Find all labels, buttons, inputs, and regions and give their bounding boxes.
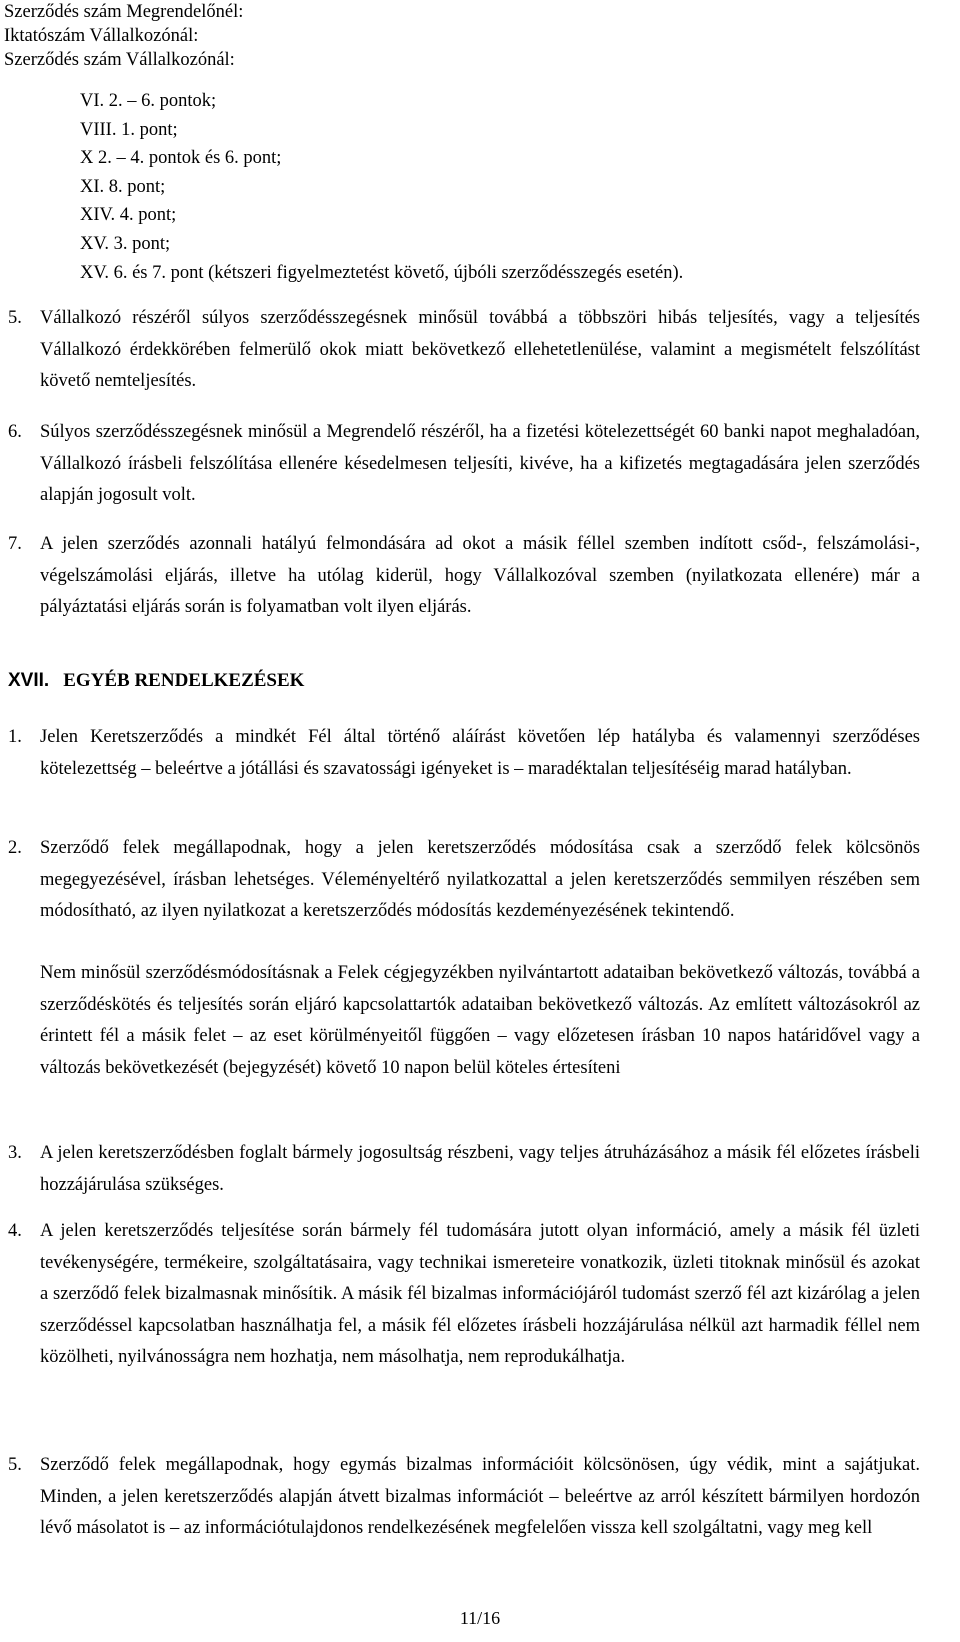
document-header (4, 0, 243, 72)
page-number: 11/16 (459, 1608, 501, 1628)
paragraph-number: 7. (8, 534, 22, 554)
section-title: EGYÉB RENDELKEZÉSEK (63, 670, 305, 691)
paragraph-number: 2. (8, 838, 22, 858)
registration-number-contractor: Iktatószám Vállalkozónál: (4, 26, 199, 46)
points-list (80, 87, 683, 287)
list-item: XIV. 4. pont; (80, 205, 177, 226)
paragraph-text: Súlyos szerződésszegésnek minősül a Megrendelő részéről, ha a fizetési kötelezettségét 60 banki napot meghaladóan, Vállalkozó írásbeli felszólítása ellenére késedelmesen teljesíti, kivéve, ha a kifizetés megtagadására jelen szerződés alapján jogosult volt. (40, 422, 920, 505)
paragraph-2-amendment (8, 833, 920, 928)
paragraph-7-termination (8, 529, 920, 624)
list-item: XI. 8. pont; (80, 176, 166, 197)
paragraph-4-confidentiality (8, 1216, 920, 1374)
contract-number-contractor: Szerződés szám Vállalkozónál: (4, 50, 235, 70)
paragraph-2-continuation (40, 958, 920, 1084)
list-item: VI. 2. – 6. pontok; (80, 91, 217, 111)
paragraph-text: A jelen szerződés azonnali hatályú felmondására ad okot a másik féllel szemben indított csőd-, felszámolási-, végelszámolási eljárás, illetve ha utólag kiderül, hogy Vállalkozóval szemben (nyilatkozata ellenére) már a pályáztatási eljárás során is folyamatban volt ilyen eljárás. (40, 534, 920, 617)
contract-number-client: Szerződés szám Megrendelőnél: (4, 2, 244, 22)
paragraph-text: Szerződő felek megállapodnak, hogy egymás bizalmas információit kölcsönösen, úgy védik, mint a sajátjukat. Minden, a jelen keretszerződés alapján átvett bizalmas információt – beleértve az arról készített bármilyen hordozón lévő másolatot is – az információtulajdonos rendelkezésének megfelelően vissza kell szolgáltatni, vagy meg kell (40, 1455, 920, 1538)
paragraph-text: Nem minősül szerződésmódosításnak a Felek cégjegyzékben nyilvántartott adataiban bekövetkező változás, továbbá a szerződéskötés és teljesítés során eljáró kapcsolattartók adataiban bekövetkező változás. Az említett változásokról az érintett fél a másik felet – az eset körülményeitől függően – vagy előzetesen írásban 10 napos határidővel vagy a változás bekövetkezését (bejegyzését) követő 10 napon belül köteles értesíteni (40, 963, 920, 1078)
paragraph-number: 5. (8, 308, 22, 328)
paragraph-number: 6. (8, 422, 22, 442)
paragraph-text: Vállalkozó részéről súlyos szerződésszegésnek minősül továbbá a többszöri hibás teljesítés, vagy a teljesítés Vállalkozó érdekkörében felmerülő okok miatt bekövetkező ellehetetlenülése, valamint a megismételt felszólítást követő nemteljesítés. (40, 308, 920, 391)
section-number: XVII. (8, 670, 50, 691)
list-item: X 2. – 4. pontok és 6. pont; (80, 148, 282, 169)
list-item: XV. 3. pont; (80, 233, 171, 254)
section-heading (8, 670, 304, 692)
paragraph-number: 4. (8, 1221, 22, 1241)
list-item: VIII. 1. pont; (80, 119, 178, 140)
paragraph-number: 5. (8, 1455, 22, 1475)
paragraph-5-confidential-info (8, 1450, 920, 1545)
paragraph-text: Jelen Keretszerződés a mindkét Fél által történő aláírást követően lép hatályba és valamennyi szerződéses kötelezettség – beleértve a jótállási és szavatossági igényeket is – maradéktalan teljesítéséig marad hatályban. (40, 727, 920, 779)
paragraph-3-assignment (8, 1138, 920, 1201)
paragraph-number: 1. (8, 727, 22, 747)
paragraph-text: Szerződő felek megállapodnak, hogy a jelen keretszerződés módosítása csak a szerződő felek kölcsönös megegyezésével, írásban lehetséges. Véleményeltérő nyilatkozattal a jelen keretszerződés semmilyen részében sem módosítható, az ilyen nyilatkozat a keretszerződés módosítás kezdeményezésének tekintendő. (40, 838, 920, 921)
list-item: XV. 6. és 7. pont (kétszeri figyelmeztetést követő, újbóli szerződésszegés esetén). (80, 262, 684, 283)
paragraph-1-effect (8, 722, 920, 785)
paragraph-number: 3. (8, 1143, 22, 1163)
paragraph-text: A jelen keretszerződésben foglalt bármely jogosultság részbeni, vagy teljes átruházásához a másik fél előzetes írásbeli hozzájárulása szükséges. (40, 1143, 920, 1195)
paragraph-6-client-breach (8, 417, 920, 512)
paragraph-5-serious-breach (8, 303, 920, 398)
paragraph-text: A jelen keretszerződés teljesítése során bármely fél tudomására jutott olyan információ, amely a másik fél üzleti tevékenységére, termékeire, szolgáltatásaira, vagy technikai ismereteire vonatkozik, üzleti titoknak minősül és azokat a szerződő felek bizalmasnak minősítik. A másik fél bizalmas információjáról tudomást szerző fél azt kizárólag a jelen szerződéssel kapcsolatban használhatja fel, a másik fél előzetes írásbeli hozzájárulása nélkül azt harmadik féllel nem közölheti, nyilvánosságra nem hozhatja, nem másolhatja, nem reprodukálhatja. (40, 1221, 920, 1367)
